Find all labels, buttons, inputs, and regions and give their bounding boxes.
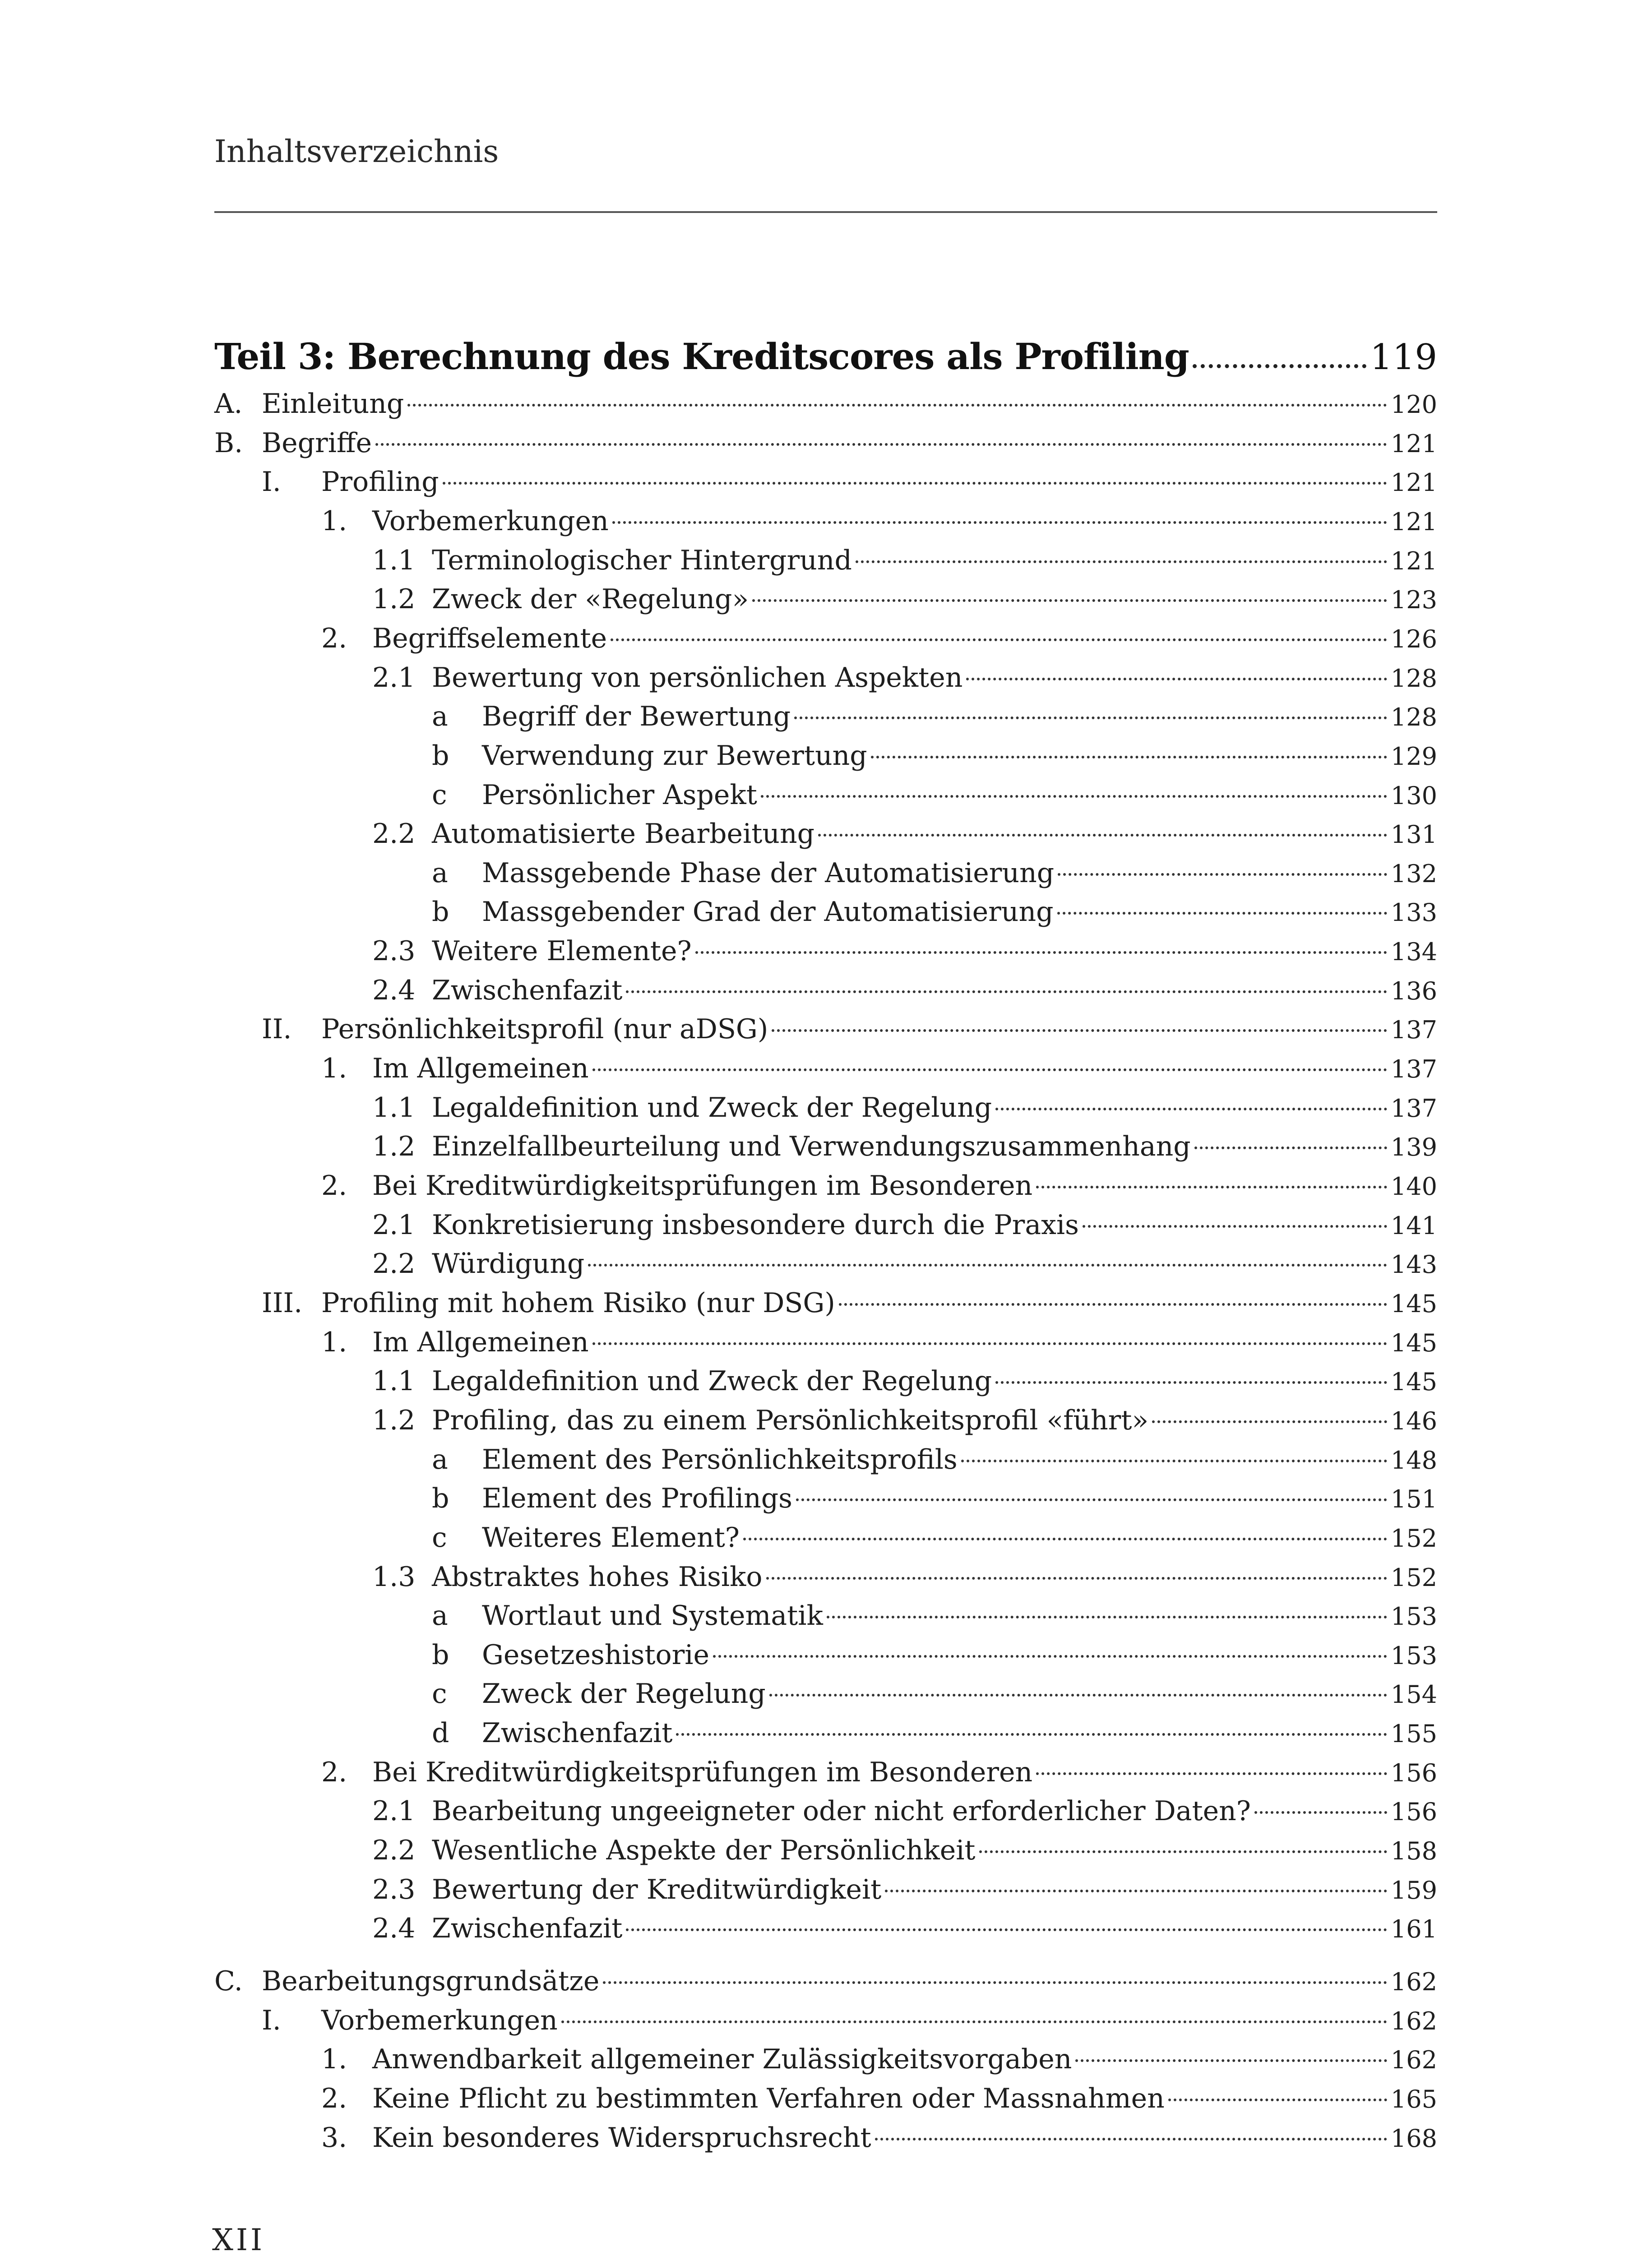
toc-entry-number: c bbox=[432, 779, 447, 811]
toc-entry-number: A. bbox=[214, 388, 243, 420]
leader-dots bbox=[1254, 1811, 1387, 1814]
toc-entry-page: 154 bbox=[1390, 1680, 1437, 1709]
leader-dots bbox=[856, 560, 1387, 563]
toc-entry-number: 2. bbox=[321, 1170, 347, 1202]
toc-entry-title: Bewertung der Kreditwürdigkeit bbox=[432, 1873, 882, 1905]
leader-dots bbox=[769, 1694, 1387, 1697]
toc-entry-page: 123 bbox=[1390, 586, 1437, 615]
toc-entry-number: 2.1 bbox=[372, 1795, 416, 1827]
toc-entry-title: Bei Kreditwürdigkeitsprüfungen im Besonderen bbox=[372, 1170, 1033, 1202]
toc-entry-page: 133 bbox=[1390, 898, 1437, 927]
leader-dots bbox=[961, 1460, 1387, 1462]
toc-entry-number: 1. bbox=[321, 505, 347, 537]
toc-entry-title: Weiteres Element? bbox=[482, 1521, 740, 1553]
leader-dots bbox=[752, 599, 1387, 602]
toc-entry bbox=[372, 541, 1437, 580]
toc-entry-number: 2.3 bbox=[372, 1873, 416, 1905]
leader-dots bbox=[588, 1264, 1387, 1267]
part-page-number: 119 bbox=[1370, 337, 1437, 378]
toc-entry bbox=[321, 1753, 1437, 1792]
toc-entry-title: Automatisierte Bearbeitung bbox=[432, 818, 814, 850]
toc-entry bbox=[432, 1596, 1437, 1635]
toc-entry bbox=[321, 619, 1437, 658]
toc-entry-title: Persönlicher Aspekt bbox=[482, 779, 757, 811]
toc-entry-number: III. bbox=[262, 1287, 303, 1319]
toc-entry-number: b bbox=[432, 1483, 449, 1515]
toc-entry-page: 152 bbox=[1390, 1563, 1437, 1592]
leader-dots bbox=[1168, 2099, 1387, 2101]
toc-entry bbox=[372, 814, 1437, 853]
toc-entry bbox=[321, 502, 1437, 541]
toc-entry-title: Vorbemerkungen bbox=[372, 505, 609, 537]
toc-entry-number: 2. bbox=[321, 2082, 347, 2114]
toc-entry-page: 139 bbox=[1390, 1133, 1437, 1162]
toc-entry-title: Weitere Elemente? bbox=[432, 935, 692, 967]
toc-entry-title: Kein besonderes Widerspruchsrecht bbox=[372, 2122, 871, 2154]
leader-dots bbox=[1057, 912, 1387, 915]
toc-entry bbox=[372, 1831, 1437, 1870]
toc-entry-number: a bbox=[432, 701, 448, 733]
toc-entry-title: Vorbemerkungen bbox=[321, 2004, 558, 2036]
toc-entry-number: 2.2 bbox=[372, 1835, 416, 1867]
toc-entry-number: a bbox=[432, 857, 448, 889]
toc-entry-title: Abstraktes hohes Risiko bbox=[432, 1561, 763, 1593]
leader-dots bbox=[626, 1928, 1387, 1931]
toc-entry-title: Gesetzeshistorie bbox=[482, 1639, 709, 1671]
toc-entry-page: 121 bbox=[1390, 546, 1437, 575]
toc-entry-page: 140 bbox=[1390, 1172, 1437, 1201]
leader-dots bbox=[603, 1981, 1387, 1984]
toc-entry-title: Zwischenfazit bbox=[432, 974, 623, 1006]
toc-entry-number: b bbox=[432, 1639, 449, 1671]
toc-entry bbox=[372, 658, 1437, 697]
toc-entry-page: 165 bbox=[1390, 2085, 1437, 2113]
toc-entry-title: Zwischenfazit bbox=[482, 1717, 673, 1749]
toc-entry-page: 153 bbox=[1390, 1602, 1437, 1631]
toc-entry bbox=[432, 1518, 1437, 1557]
toc-entry-title: Massgebende Phase der Automatisierung bbox=[482, 857, 1055, 889]
toc-entry bbox=[321, 2118, 1437, 2157]
toc-entry bbox=[432, 697, 1437, 736]
running-header: Inhaltsverzeichnis bbox=[214, 134, 499, 170]
leader-dots bbox=[766, 1577, 1387, 1580]
toc-entry-number: 2.4 bbox=[372, 974, 416, 1006]
leader-dots bbox=[592, 1068, 1387, 1071]
toc-entry-page: 137 bbox=[1390, 1094, 1437, 1123]
toc-entry-page: 121 bbox=[1390, 507, 1437, 536]
toc-entry bbox=[432, 736, 1437, 775]
leader-dots bbox=[695, 951, 1387, 954]
toc-entry bbox=[372, 1127, 1437, 1166]
toc-entry-title: Massgebender Grad der Automatisierung bbox=[482, 896, 1054, 928]
toc-entry bbox=[321, 2079, 1437, 2118]
toc-entry-page: 121 bbox=[1390, 468, 1437, 497]
toc-entry-number: I. bbox=[262, 2004, 281, 2036]
toc-entry-page: 143 bbox=[1390, 1250, 1437, 1279]
toc-entry-page: 162 bbox=[1390, 2046, 1437, 2075]
toc-entry-title: Verwendung zur Bewertung bbox=[482, 740, 867, 772]
leader-dots bbox=[885, 1890, 1387, 1892]
toc-entry-number: b bbox=[432, 740, 449, 772]
leader-dots bbox=[676, 1733, 1387, 1736]
toc-entry bbox=[432, 1674, 1437, 1713]
toc-entry-title: Profiling bbox=[321, 466, 439, 498]
toc-entry-number: 2.3 bbox=[372, 935, 416, 967]
toc-entry-page: 131 bbox=[1390, 820, 1437, 849]
toc-entry-title: Bearbeitung ungeeigneter oder nicht erforderlicher Daten? bbox=[432, 1795, 1251, 1827]
toc-entry bbox=[262, 2001, 1437, 2040]
toc-entry bbox=[372, 1362, 1437, 1401]
leader-dots bbox=[796, 1498, 1387, 1501]
leader-dots bbox=[839, 1303, 1387, 1306]
toc-entry-title: Element des Profilings bbox=[482, 1483, 792, 1515]
leader-dots bbox=[561, 2020, 1387, 2023]
toc-entry-number: 1.2 bbox=[372, 1404, 416, 1436]
toc-entry-title: Profiling, das zu einem Persönlichkeitsprofil «führt» bbox=[432, 1404, 1149, 1436]
toc-entry-title: Terminologischer Hintergrund bbox=[432, 544, 852, 576]
toc-entry-number: 3. bbox=[321, 2122, 347, 2154]
toc-entry-page: 152 bbox=[1390, 1524, 1437, 1553]
toc-entry-title: Wesentliche Aspekte der Persönlichkeit bbox=[432, 1835, 976, 1867]
toc-entry-number: a bbox=[432, 1600, 448, 1632]
leader-dots bbox=[818, 834, 1387, 837]
toc-entry-number: 1.3 bbox=[372, 1561, 416, 1593]
toc-entry-page: 151 bbox=[1390, 1485, 1437, 1514]
toc-entry bbox=[372, 580, 1437, 619]
toc-entry-number: 1. bbox=[321, 1326, 347, 1358]
leader-dots bbox=[626, 990, 1387, 993]
toc-entry-page: 162 bbox=[1390, 1968, 1437, 1996]
toc-entry-number: c bbox=[432, 1521, 447, 1553]
toc-entry-number: II. bbox=[262, 1013, 292, 1045]
toc-entry bbox=[432, 1636, 1437, 1674]
leader-dots bbox=[761, 795, 1387, 798]
toc-entry bbox=[372, 1870, 1437, 1909]
toc-entry-number: 1.2 bbox=[372, 583, 416, 615]
toc-entry-title: Einleitung bbox=[262, 388, 404, 420]
toc-entry bbox=[262, 1010, 1437, 1049]
toc-entry-number: 1.1 bbox=[372, 1365, 416, 1397]
toc-entry-title: Würdigung bbox=[432, 1248, 585, 1280]
toc-entry-number: b bbox=[432, 896, 449, 928]
toc-entry-number: 1.2 bbox=[372, 1131, 416, 1163]
leader-dots bbox=[871, 756, 1387, 758]
toc-entry-title: Keine Pflicht zu bestimmten Verfahren oder Massnahmen bbox=[372, 2082, 1165, 2114]
toc-entry-number: 2.2 bbox=[372, 818, 416, 850]
toc-entry bbox=[432, 1479, 1437, 1518]
leader-dots bbox=[794, 717, 1387, 719]
toc-entry-number: 1. bbox=[321, 1053, 347, 1085]
toc-entry-title: Legaldefinition und Zweck der Regelung bbox=[432, 1365, 992, 1397]
part-title: Teil 3: Berechnung des Kreditscores als Profiling bbox=[214, 335, 1189, 378]
toc-entry bbox=[321, 1323, 1437, 1362]
toc-entry-page: 145 bbox=[1390, 1328, 1437, 1357]
toc-entry-number: B. bbox=[214, 427, 243, 459]
toc-entry-number: 2. bbox=[321, 1756, 347, 1788]
leader-dots bbox=[713, 1655, 1387, 1658]
toc-entry-page: 158 bbox=[1390, 1837, 1437, 1866]
leader-dots bbox=[1036, 1772, 1387, 1775]
toc-entry bbox=[432, 776, 1437, 814]
leader-dots bbox=[772, 1029, 1387, 1032]
toc-entry-number: 1. bbox=[321, 2043, 347, 2076]
leader-dots bbox=[995, 1381, 1387, 1384]
toc-entry-title: Persönlichkeitsprofil (nur aDSG) bbox=[321, 1013, 768, 1045]
toc-entry-page: 145 bbox=[1390, 1289, 1437, 1318]
leader-dots bbox=[995, 1108, 1387, 1110]
toc-entry bbox=[432, 892, 1437, 931]
toc-entry-title: Zwischenfazit bbox=[432, 1913, 623, 1945]
toc-entry-page: 128 bbox=[1390, 664, 1437, 693]
toc-entry-title: Im Allgemeinen bbox=[372, 1326, 589, 1358]
toc-entry-number: 1.1 bbox=[372, 544, 416, 576]
toc-entry-number: 2.1 bbox=[372, 661, 416, 693]
toc-entry-page: 129 bbox=[1390, 742, 1437, 771]
toc-entry bbox=[214, 1962, 1437, 2001]
toc-entry-page: 161 bbox=[1390, 1915, 1437, 1944]
toc-entry-page: 162 bbox=[1390, 2006, 1437, 2035]
toc-entry-title: Einzelfallbeurteilung und Verwendungszusammenhang bbox=[432, 1131, 1191, 1163]
toc-entry-title: Begriffselemente bbox=[372, 622, 607, 654]
toc-entry-number: 2. bbox=[321, 622, 347, 654]
toc-entry-title: Bei Kreditwürdigkeitsprüfungen im Besonderen bbox=[372, 1756, 1033, 1788]
leader-dots bbox=[612, 521, 1387, 524]
toc-entry-number: 1.1 bbox=[372, 1091, 416, 1123]
leader-dots bbox=[375, 443, 1387, 446]
toc-entry-title: Bearbeitungsgrundsätze bbox=[262, 1965, 600, 1997]
leader-dots bbox=[966, 678, 1387, 680]
leader-dots bbox=[1083, 1225, 1387, 1228]
page-number: XII bbox=[212, 2223, 265, 2256]
toc-entry-page: 168 bbox=[1390, 2124, 1437, 2153]
toc-entry-number: I. bbox=[262, 466, 281, 498]
toc-entry bbox=[372, 1088, 1437, 1127]
toc-entry-page: 134 bbox=[1390, 938, 1437, 966]
toc-entry-page: 156 bbox=[1390, 1798, 1437, 1826]
toc-entry bbox=[372, 971, 1437, 1010]
leader-dots bbox=[611, 638, 1387, 641]
toc-entry-number: c bbox=[432, 1678, 447, 1710]
toc-entry-number: d bbox=[432, 1717, 449, 1749]
toc-entry-number: 2.4 bbox=[372, 1913, 416, 1945]
leader-dots bbox=[407, 404, 1387, 407]
toc-entry-title: Profiling mit hohem Risiko (nur DSG) bbox=[321, 1287, 835, 1319]
toc-entry-page: 145 bbox=[1390, 1368, 1437, 1396]
toc-entry bbox=[214, 424, 1437, 462]
leader-dots bbox=[592, 1342, 1387, 1345]
toc-entry-number: 2.2 bbox=[372, 1248, 416, 1280]
toc-entry-page: 128 bbox=[1390, 703, 1437, 732]
toc-entry bbox=[372, 1206, 1437, 1244]
toc-entry bbox=[321, 1049, 1437, 1088]
toc-entry-title: Begriffe bbox=[262, 427, 372, 459]
toc-entry-title: Konkretisierung insbesondere durch die Praxis bbox=[432, 1209, 1079, 1241]
toc-entry bbox=[372, 1558, 1437, 1596]
toc-entry bbox=[432, 1440, 1437, 1479]
toc-entry-title: Zweck der «Regelung» bbox=[432, 583, 749, 615]
toc-entry-page: 155 bbox=[1390, 1720, 1437, 1748]
toc-entry-page: 126 bbox=[1390, 624, 1437, 653]
toc-entry-page: 153 bbox=[1390, 1641, 1437, 1670]
toc-entry bbox=[372, 932, 1437, 971]
toc-entry-page: 132 bbox=[1390, 859, 1437, 888]
toc-entry-title: Begriff der Bewertung bbox=[482, 701, 791, 733]
toc-entry bbox=[321, 1166, 1437, 1205]
toc-entry-page: 146 bbox=[1390, 1406, 1437, 1435]
toc-entry-title: Bewertung von persönlichen Aspekten bbox=[432, 661, 963, 693]
toc-entry bbox=[262, 462, 1437, 501]
toc-entry-page: 130 bbox=[1390, 781, 1437, 810]
toc-entry bbox=[432, 854, 1437, 892]
toc-entry-title: Im Allgemeinen bbox=[372, 1053, 589, 1085]
toc-entry bbox=[372, 1401, 1437, 1440]
leader-dots bbox=[743, 1538, 1387, 1540]
toc-entry bbox=[321, 2040, 1437, 2079]
toc-entry-page: 121 bbox=[1390, 429, 1437, 458]
toc-entry bbox=[262, 1284, 1437, 1322]
leader-dots bbox=[443, 482, 1387, 485]
leader-dots bbox=[979, 1850, 1387, 1853]
toc-entry-title: Anwendbarkeit allgemeiner Zulässigkeitsvorgaben bbox=[372, 2043, 1072, 2076]
leader-dots bbox=[875, 2138, 1387, 2140]
toc-entry-page: 159 bbox=[1390, 1876, 1437, 1905]
toc-entry-page: 120 bbox=[1390, 390, 1437, 419]
toc-entry bbox=[214, 384, 1437, 423]
toc-entry bbox=[372, 1792, 1437, 1831]
toc-entry bbox=[432, 1714, 1437, 1752]
toc-entry-title: Zweck der Regelung bbox=[482, 1678, 766, 1710]
toc-entry-page: 136 bbox=[1390, 976, 1437, 1005]
toc-entry-number: 2.1 bbox=[372, 1209, 416, 1241]
toc-entry-number: a bbox=[432, 1443, 448, 1475]
leader-dots bbox=[1152, 1420, 1387, 1423]
leader-dots bbox=[1075, 2059, 1387, 2062]
toc-entry-page: 141 bbox=[1390, 1211, 1437, 1240]
toc-entry-number: C. bbox=[214, 1965, 243, 1997]
leader-dots bbox=[1058, 873, 1387, 876]
leader-dots bbox=[1036, 1186, 1387, 1188]
toc-entry-page: 156 bbox=[1390, 1758, 1437, 1787]
toc-entry bbox=[372, 1244, 1437, 1283]
toc-entry-page: 148 bbox=[1390, 1446, 1437, 1475]
toc-entry-title: Legaldefinition und Zweck der Regelung bbox=[432, 1091, 992, 1123]
toc-entry-title: Wortlaut und Systematik bbox=[482, 1600, 823, 1632]
leader-dots bbox=[1194, 1146, 1387, 1149]
leader-dots bbox=[827, 1616, 1387, 1618]
toc-entry bbox=[372, 1909, 1437, 1948]
toc-entry-title: Element des Persönlichkeitsprofils bbox=[482, 1443, 958, 1475]
toc-entry-page: 137 bbox=[1390, 1055, 1437, 1084]
toc-entry-page: 137 bbox=[1390, 1016, 1437, 1045]
